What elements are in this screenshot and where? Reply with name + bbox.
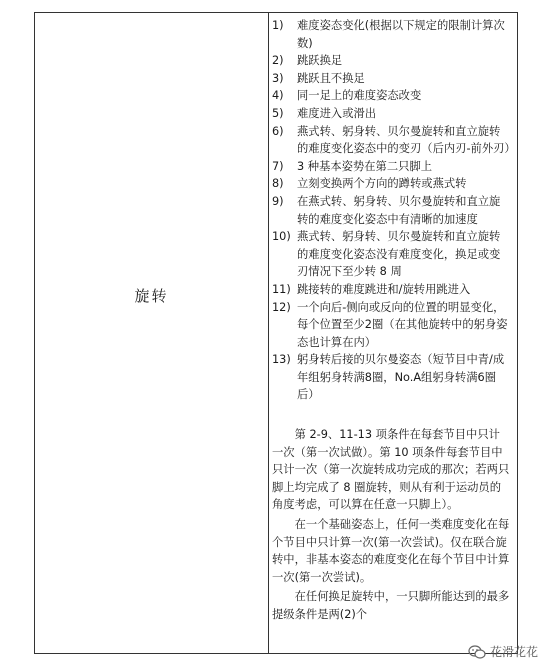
criterion-text: 在燕式转、躬身转、贝尔曼旋转和直立旋转的难度变化姿态中有清晰的加速度 [297,194,501,226]
criterion-item [272,105,511,123]
criterion-text: 跳跃且不换足 [297,71,365,85]
criterion-number: 3) [272,71,284,85]
criterion-text: 躬身转后接的贝尔曼姿态（短节目中青/成年组躬身转满8圈，No.A组躬身转满6圈后） [297,353,505,402]
criterion-item [272,17,511,52]
criterion-number: 2) [272,54,284,68]
criterion-number: 1) [272,19,284,32]
criterion-number: 12) [272,300,291,314]
criterion-item [272,87,511,105]
notes [272,426,511,624]
criterion-number: 10) [272,230,291,244]
criterion-text: 3 种基本姿势在第二只脚上 [297,159,433,173]
category-label: 旋转 [134,287,169,305]
note-paragraph: 在一个基础姿态上，任何一类难度变化在每个节目中只计算一次(第一次尝试)。仅在联合旋转中，非基本姿态的难度变化在每个节目中计算一次(第一次尝试)。 [272,518,510,584]
criterion-number: 13) [272,353,291,367]
criterion-number: 7) [272,159,284,173]
criterion-item [272,158,511,176]
criterion-number: 9) [272,194,284,208]
criterion-text: 同一足上的难度姿态改变 [297,89,422,103]
criterion-item [272,52,511,70]
criteria-list [272,17,516,404]
note-paragraph: 第 2-9、11-13 项条件在每套节目中只计一次（第一次试做）。第 10 项条件每套节目中只计一次（第一次旋转成功完成的那次；若两只脚上均完成了 8 圈旋转，则从有利于运动员的角度考虑，可以算在任意一只脚上）。 [272,428,510,512]
criterion-number: 11) [272,282,291,296]
criterion-text: 立刻变换两个方向的蹲转或燕式转 [297,177,467,191]
criterion-item [272,281,511,299]
criterion-text: 难度进入或滑出 [297,106,377,120]
criterion-item [272,70,511,88]
note-paragraph: 在任何换足旋转中，一只脚所能达到的最多提级条件是两(2)个 [272,590,510,621]
criteria-cell [272,17,516,624]
criterion-text: 跳接转的难度跳进和/旋转用跳进入 [297,282,471,296]
criterion-item [272,351,511,404]
column-divider [268,13,269,653]
criterion-text: 跳跃换足 [297,54,343,68]
criterion-item [272,299,511,352]
criterion-text: 燕式转、躬身转、贝尔曼旋转和直立旋转的难度变化姿态没有难度变化，换足或变刃情况下至少转 8 周 [297,230,501,279]
criterion-number: 4) [272,89,284,103]
criterion-item [272,175,511,193]
criterion-text: 难度姿态变化(根据以下规定的限制计算次数) [297,19,505,50]
criterion-number: 8) [272,177,284,191]
rules-table [34,12,518,654]
watermark-text: 花滑花花 [489,645,538,659]
criterion-number: 6) [272,124,284,138]
criterion-number: 5) [272,106,284,120]
wechat-icon [468,645,486,659]
criterion-text: 燕式转、躬身转、贝尔曼旋转和直立旋转的难度变化姿态中的变刃（后内刃-前外刃） [297,124,516,156]
criterion-item [272,193,511,228]
criterion-item [272,123,516,158]
watermark [468,643,538,660]
criterion-text: 一个向后-侧向或反向的位置的明显变化，每个位置至少2圈（在其他旋转中的躬身姿态也计算在内） [297,300,508,349]
criterion-item [272,228,511,281]
